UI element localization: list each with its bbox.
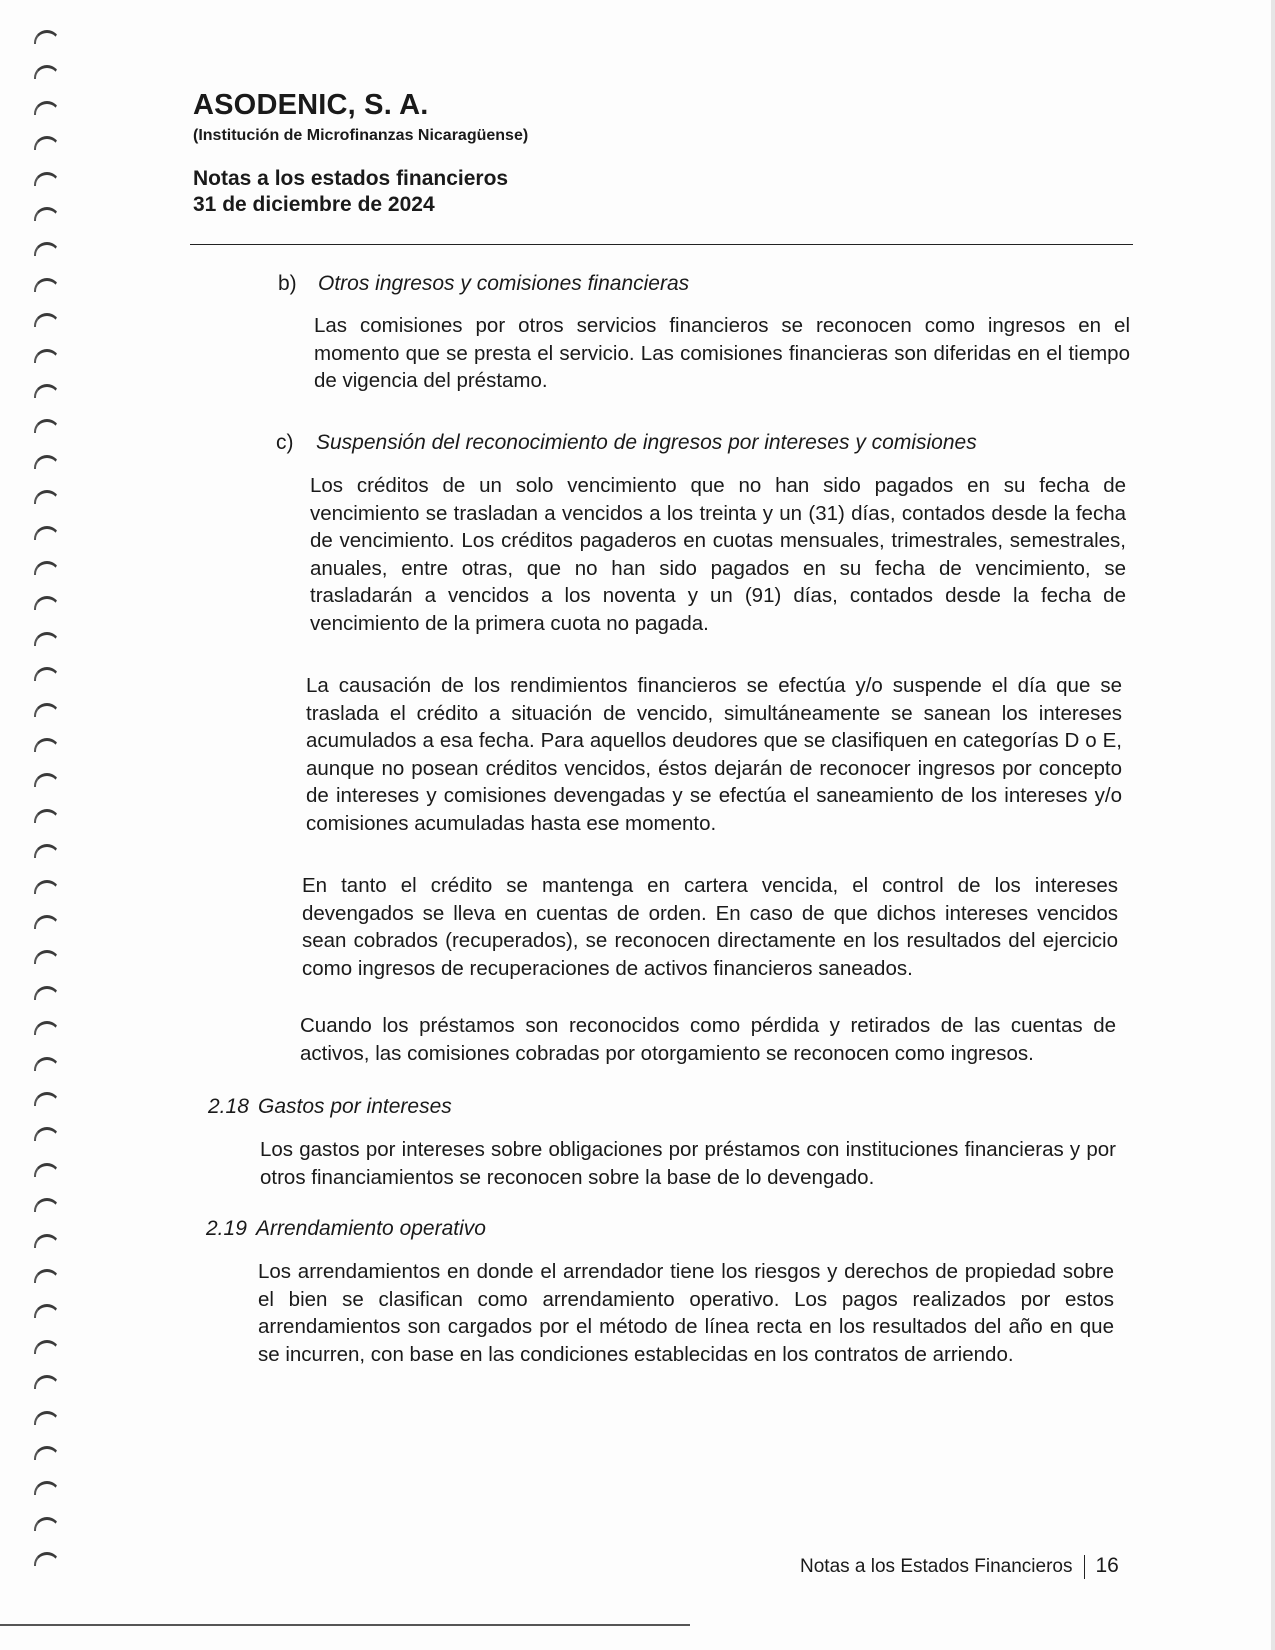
footer-label: Notas a los Estados Financieros <box>800 1556 1073 1577</box>
spiral-binding <box>28 30 68 1590</box>
binding-ring <box>34 1411 60 1425</box>
binding-ring <box>34 632 60 646</box>
document-date: 31 de diciembre de 2024 <box>193 193 435 216</box>
document-title: Notas a los estados financieros <box>193 167 509 190</box>
binding-ring <box>34 384 60 398</box>
binding-ring <box>34 1163 60 1177</box>
paragraph: Las comisiones por otros servicios financieros se reconocen como ingresos en el momento que se presta el servicio. Las comisiones financieras son diferidas en el tiempo de vigencia del préstamo. <box>314 314 1130 392</box>
binding-ring <box>34 1269 60 1283</box>
section-title: Gastos por intereses <box>258 1095 452 1118</box>
binding-ring <box>34 1552 60 1566</box>
binding-ring <box>34 207 60 221</box>
binding-ring <box>34 136 60 150</box>
binding-ring <box>34 1057 60 1071</box>
section-marker: 2.19 <box>206 1217 247 1240</box>
binding-ring <box>34 1481 60 1495</box>
binding-ring <box>34 1092 60 1106</box>
paragraph: En tanto el crédito se mantenga en cartera vencida, el control de los intereses devengados se lleva en cuentas de orden. En caso de que dichos intereses vencidos sean cobrados (recuperados), se reconocen directamente en los resultados del ejercicio como ingresos de recuperaciones de activos financieros saneados. <box>302 874 1118 980</box>
binding-ring <box>34 65 60 79</box>
binding-ring <box>34 349 60 363</box>
binding-ring <box>34 1304 60 1318</box>
binding-ring <box>34 1517 60 1531</box>
binding-ring <box>34 1234 60 1248</box>
binding-ring <box>34 1021 60 1035</box>
binding-ring <box>34 561 60 575</box>
company-subtitle: (Institución de Microfinanzas Nicaragüense) <box>193 127 529 144</box>
binding-ring <box>34 526 60 540</box>
paragraph: La causación de los rendimientos financieros se efectúa y/o suspende el día que se traslada el crédito a situación de vencido, simultáneamente se sanean los intereses acumulados a esa fecha. Para aquellos deudores que se clasifiquen en categorías D o E, aunque no posean créditos vencidos, éstos dejarán de reconocer ingresos por concepto de intereses y comisiones devengadas y se efectúa el saneamiento de los intereses y/o comisiones acumuladas hasta ese momento. <box>306 674 1122 835</box>
paragraph: Cuando los préstamos son reconocidos como pérdida y retirados de las cuentas de activos, las comisiones cobradas por otorgamiento se reconocen como ingresos. <box>300 1014 1116 1065</box>
binding-ring <box>34 1446 60 1460</box>
binding-ring <box>34 242 60 256</box>
footer-separator <box>1084 1555 1085 1579</box>
binding-ring <box>34 738 60 752</box>
paragraph: Los gastos por intereses sobre obligaciones por préstamos con instituciones financieras y por otros financiamientos se reconocen sobre la base de lo devengado. <box>260 1138 1116 1189</box>
paragraph: Los arrendamientos en donde el arrendador tiene los riesgos y derechos de propiedad sobre el bien se clasifican como arrendamiento operativo. Los pagos realizados por estos arrendamientos son cargados por el método de línea recta en los resultados del año en que se incurren, con base en las condiciones establecidas en los contratos de arriendo. <box>258 1260 1114 1366</box>
section-marker: c) <box>276 431 294 454</box>
binding-ring <box>34 950 60 964</box>
section-heading-b <box>278 271 689 297</box>
company-name: ASODENIC, S. A. <box>193 89 429 121</box>
binding-ring <box>34 986 60 1000</box>
section-heading-2-19 <box>206 1216 486 1242</box>
binding-ring <box>34 773 60 787</box>
binding-ring <box>34 667 60 681</box>
binding-ring <box>34 172 60 186</box>
binding-ring <box>34 101 60 115</box>
page-edge <box>1271 0 1275 1650</box>
binding-ring <box>34 1198 60 1212</box>
binding-ring <box>34 419 60 433</box>
section-title: Suspensión del reconocimiento de ingresos por intereses y comisiones <box>316 431 977 454</box>
section-marker: b) <box>278 272 297 295</box>
binding-ring <box>34 313 60 327</box>
header-divider <box>190 244 1133 245</box>
binding-ring <box>34 278 60 292</box>
binding-ring <box>34 915 60 929</box>
paragraph: Los créditos de un solo vencimiento que no han sido pagados en su fecha de vencimiento se trasladan a vencidos a los treinta y un (31) días, contados desde la fecha de vencimiento. Los créditos pagaderos en cuotas mensuales, trimestrales, semestrales, anuales, entre otras, que no han sido pagados en su fecha de vencimiento, se trasladarán a vencidos a los noventa y un (91) días, contados desde la fecha de vencimiento de la primera cuota no pagada. <box>310 474 1126 635</box>
binding-ring <box>34 1340 60 1354</box>
binding-ring <box>34 30 60 44</box>
section-title: Arrendamiento operativo <box>256 1217 486 1240</box>
section-heading-2-18 <box>208 1094 452 1120</box>
binding-ring <box>34 596 60 610</box>
binding-ring <box>34 844 60 858</box>
document-header <box>193 88 1133 218</box>
page-footer <box>800 1554 1119 1579</box>
binding-ring <box>34 490 60 504</box>
section-title: Otros ingresos y comisiones financieras <box>318 272 690 295</box>
binding-ring <box>34 1127 60 1141</box>
binding-ring <box>34 455 60 469</box>
scan-bottom-edge <box>0 1624 690 1626</box>
section-heading-c <box>276 430 977 456</box>
binding-ring <box>34 1375 60 1389</box>
page-number: 16 <box>1095 1554 1119 1577</box>
binding-ring <box>34 880 60 894</box>
binding-ring <box>34 809 60 823</box>
section-marker: 2.18 <box>208 1095 249 1118</box>
binding-ring <box>34 703 60 717</box>
